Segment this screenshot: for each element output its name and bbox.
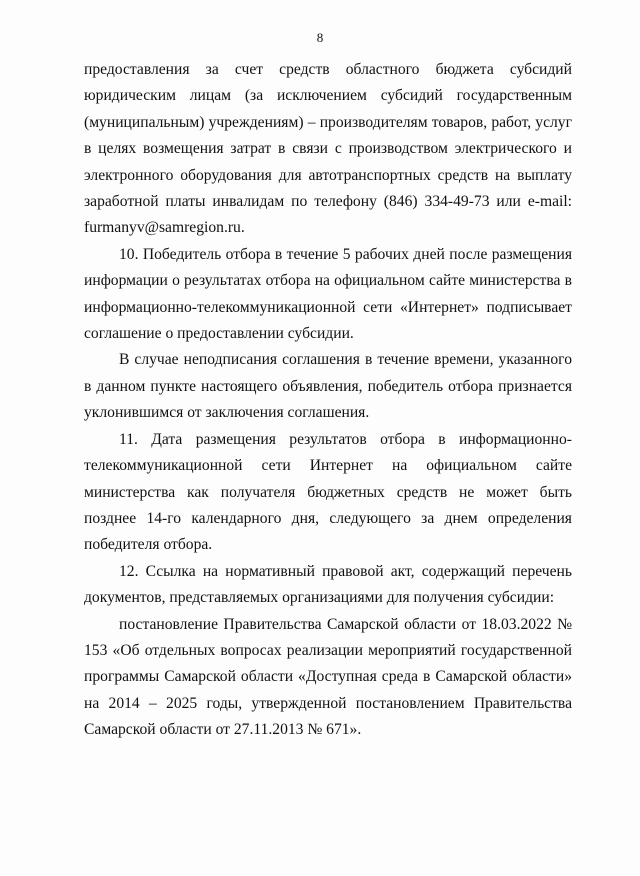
paragraph-item-12-resolution: постановление Правительства Самарской области от 18.03.2022 № 153 «Об отдельных вопросах реализации мероприятий государственной программы Самарской области «Доступная среда в Самарской области» на 2014 – 2025 годы, утвержденной постановлением Правительства Самарской области от 27.11.2013 № 671». <box>84 615 572 739</box>
paragraph-item-10-non-signing: В случае неподписания соглашения в течение времени, указанного в данном пункте настоящего объявления, победитель отбора признается уклонившимся от заключения соглашения. <box>84 351 572 422</box>
document-body <box>84 57 572 744</box>
page-number: 8 <box>316 30 324 45</box>
paragraph-item-12: 12. Ссылка на нормативный правовой акт, содержащий перечень документов, представляемых организациями для получения субсидии: <box>84 562 572 607</box>
paragraph-continuation: предоставления за счет средств областного бюджета субсидий юридическим лицам (за исключением субсидий государственным (муниципальным) учреждениям) – производителям товаров, работ, услуг в целях возмещения затрат в связи с производством электрического и электронного оборудования для автотранспортных средств на выплату заработной платы инвалидам по телефону (846) 334-49-73 или e-mail: furmanyv@samregion.ru. <box>84 61 572 237</box>
paragraph-item-10: 10. Победитель отбора в течение 5 рабочих дней после размещения информации о результатах отбора на официальном сайте министерства в информационно-телекоммуникационной сети «Интернет» подписывает соглашение о предоставлении субсидии. <box>84 245 572 343</box>
paragraph-item-11: 11. Дата размещения результатов отбора в информационно-телекоммуникационной сети Интернет на официальном сайте министерства как получателя бюджетных средств не может быть позднее 14-го календарного дня, следующего за днем определения победителя отбора. <box>84 430 572 554</box>
